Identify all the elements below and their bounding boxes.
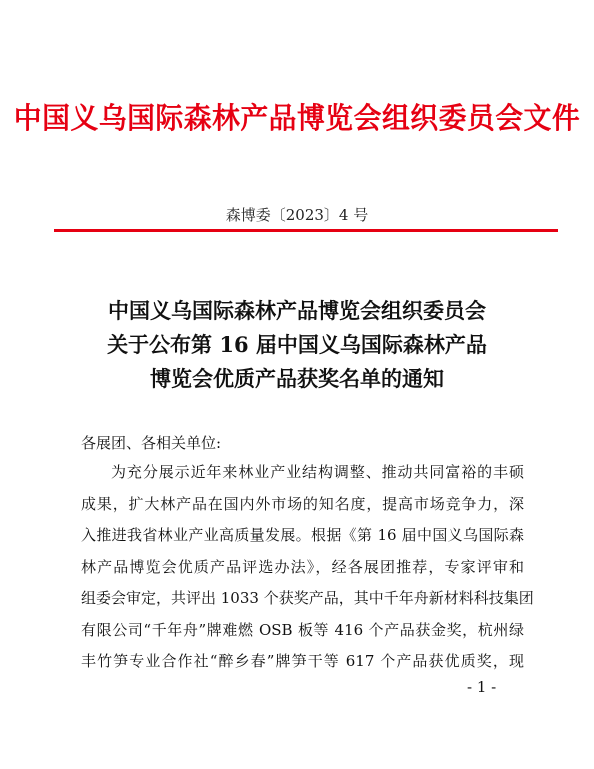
body-line: 有限公司“千年舟”牌难燃 OSB 板等 416 个产品获金奖，杭州绿 (81, 620, 524, 639)
notice-title-line: 博览会优质产品获奖名单的通知 (150, 366, 444, 391)
notice-title-line: 中国义乌国际森林产品博览会组织委员会 (108, 298, 486, 323)
body-line: 林产品博览会优质产品评选办法》，经各展团推荐，专家评审和 (81, 557, 524, 576)
notice-title (0, 294, 594, 396)
body-line: 为充分展示近年来林业产业结构调整、推动共同富裕的丰硕 (111, 463, 524, 481)
salutation: 各展团、各相关单位: (81, 434, 222, 452)
document-number: 森博委〔2023〕4 号 (225, 206, 369, 224)
body-paragraph (81, 457, 534, 678)
body-line: 组委会审定，共评出 1033 个获奖产品，其中千年舟新材料科技集团 (81, 589, 534, 607)
notice-title-line: 关于公布第 16 届中国义乌国际森林产品 (107, 332, 487, 357)
red-divider-line (54, 229, 558, 232)
body-line: 入推进我省林业产业高质量发展。根据《第 16 届中国义乌国际森 (81, 526, 524, 544)
page-number: - 1 - (467, 678, 497, 696)
body-line: 成果，扩大林产品在国内外市场的知名度，提高市场竞争力，深 (81, 494, 524, 513)
body-line: 丰竹笋专业合作社“醉乡春”牌笋干等 617 个产品获优质奖，现 (81, 652, 524, 670)
issuer-header-title: 中国义乌国际森林产品博览会组织委员会文件 (13, 101, 581, 135)
